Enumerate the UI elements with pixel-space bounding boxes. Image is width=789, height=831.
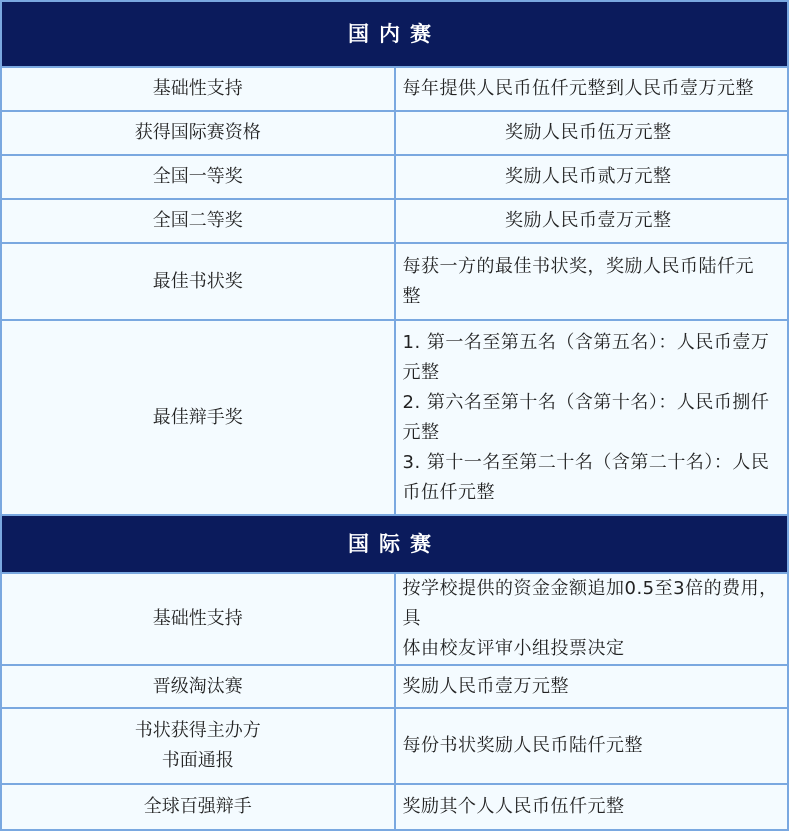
section-header-row — [1, 515, 788, 573]
table-row — [1, 155, 788, 199]
value-line: 奖励人民币贰万元整 — [505, 166, 672, 187]
row-value — [395, 111, 789, 155]
section-title-international: 国际赛 — [1, 515, 788, 573]
table-row — [1, 573, 788, 665]
table-row — [1, 243, 788, 320]
row-label: 全国二等奖 — [1, 199, 395, 243]
value-line: 元整 — [402, 361, 440, 383]
value-line: 每份书状奖励人民币陆仟元整 — [402, 735, 643, 756]
value-line: 3. 第十一名至第二十名（含第二十名）：人民 — [402, 451, 770, 473]
table-row — [1, 320, 788, 515]
value-line: 币伍仟元整 — [402, 481, 495, 503]
row-label: 全国一等奖 — [1, 155, 395, 199]
value-line: 奖励人民币壹万元整 — [402, 675, 569, 697]
table-row — [1, 67, 788, 111]
value-line: 每年提供人民币伍仟元整到人民币壹万元整 — [402, 78, 754, 99]
table-row — [1, 199, 788, 243]
row-label: 基础性支持 — [1, 67, 395, 111]
value-line: 奖励人民币伍万元整 — [505, 122, 672, 143]
row-value — [395, 665, 789, 708]
value-line: 元整 — [402, 421, 440, 443]
row-value — [395, 320, 789, 515]
value-line: 每获一方的最佳书状奖，奖励人民币陆仟元 — [402, 255, 754, 277]
row-label: 最佳辩手奖 — [1, 320, 395, 515]
section-header-row — [1, 1, 788, 67]
row-label — [1, 708, 395, 784]
row-value — [395, 199, 789, 243]
value-line: 2. 第六名至第十名（含第十名）：人民币捌仟 — [402, 391, 770, 413]
row-label — [1, 573, 395, 665]
row-value — [395, 573, 789, 665]
label-line: 书状获得主办方 — [134, 720, 261, 741]
table-row — [1, 708, 788, 784]
value-line: 体由校友评审小组投票决定 — [402, 638, 625, 659]
value-line: 按学校提供的资金金额追加0.5至3倍的费用，具 — [402, 578, 778, 629]
row-value — [395, 67, 789, 111]
row-value — [395, 708, 789, 784]
section-title-domestic: 国内赛 — [1, 1, 788, 67]
row-label — [1, 784, 395, 830]
table-row — [1, 111, 788, 155]
label-line: 基础性支持 — [152, 608, 243, 629]
table-row — [1, 784, 788, 830]
label-line: 晋级淘汰赛 — [152, 675, 243, 697]
row-label: 获得国际赛资格 — [1, 111, 395, 155]
label-line: 书面通报 — [161, 750, 234, 771]
row-value — [395, 155, 789, 199]
value-line: 1. 第一名至第五名（含第五名）：人民币壹万 — [402, 331, 770, 353]
label-line: 全球百强辩手 — [143, 796, 252, 817]
value-line: 奖励其个人人民币伍仟元整 — [402, 796, 625, 817]
row-label: 最佳书状奖 — [1, 243, 395, 320]
row-value — [395, 243, 789, 320]
row-label — [1, 665, 395, 708]
value-line: 整 — [402, 285, 421, 307]
table-row — [1, 665, 788, 708]
value-line: 奖励人民币壹万元整 — [505, 210, 672, 231]
row-value — [395, 784, 789, 830]
